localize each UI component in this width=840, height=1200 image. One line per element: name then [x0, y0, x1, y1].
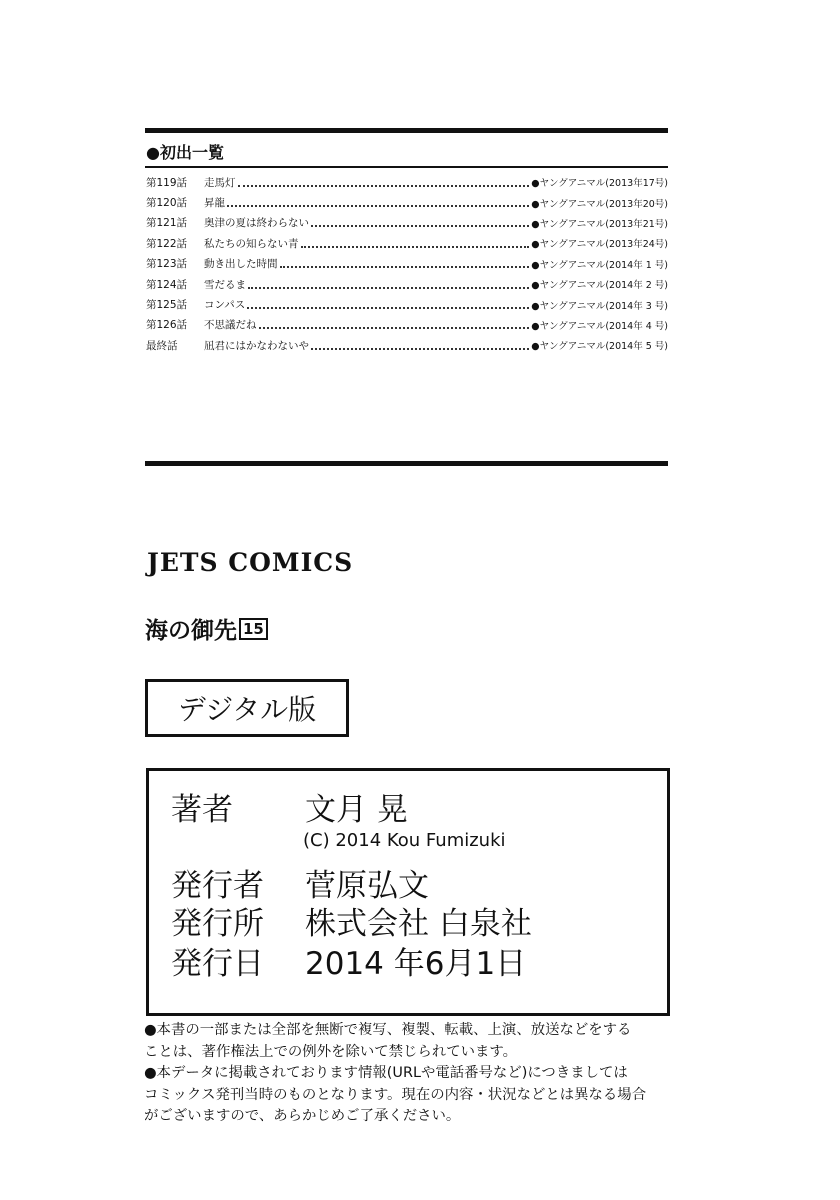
author-label: 著者: [171, 792, 233, 828]
chapter-title: 不思議だね: [204, 319, 257, 332]
author-name: 文月 晃: [305, 792, 408, 828]
edition-box: [145, 679, 349, 737]
publish-date: 2014 年6月1日: [305, 946, 527, 982]
chapter-source: ●ヤングアニマル(2013年24号): [531, 239, 668, 251]
chapter-title: 凪君にはかなわないや: [204, 339, 309, 352]
chapter-title: 奥津の夏は終わらない: [204, 217, 309, 230]
publish-date-label: 発行日: [171, 946, 264, 982]
chapter-number: 第124話: [146, 278, 188, 291]
copyright-line: (C) 2014 Kou Fumizuki: [303, 830, 506, 851]
note-line: ●本書の一部または全部を無断で複写、複製、転載、上演、放送などをする: [144, 1022, 632, 1038]
list-item: [146, 172, 668, 192]
heading-underline: [145, 166, 668, 168]
chapter-number: 第126話: [146, 319, 188, 332]
chapter-source: ●ヤングアニマル(2014年 2 号): [531, 280, 668, 292]
chapter-title: 昇龍: [204, 197, 225, 210]
chapter-title: 走馬灯: [204, 176, 236, 189]
publisher-label: 発行所: [171, 906, 264, 942]
list-item: [146, 335, 668, 355]
list-item: [146, 274, 668, 294]
chapter-number: 第121話: [146, 217, 188, 230]
first-publication-list: [146, 172, 668, 356]
first-publication-heading: ●初出一覧: [146, 143, 224, 162]
book-title-line: [145, 612, 268, 645]
top-divider: [145, 128, 668, 133]
chapter-title: 雪だるま: [204, 278, 246, 291]
dot-leader: [238, 184, 530, 187]
publisher-person-label: 発行者: [171, 868, 264, 904]
dot-leader: [311, 347, 529, 350]
note-line: ●本データに掲載されております情報(URLや電話番号など)につきましては: [144, 1065, 628, 1081]
list-item: [146, 315, 668, 335]
chapter-number: 第123話: [146, 258, 188, 271]
chapter-title: コンパス: [204, 299, 246, 312]
dot-leader: [311, 224, 529, 227]
list-item: [146, 294, 668, 314]
chapter-number: 第120話: [146, 197, 188, 210]
chapter-source: ●ヤングアニマル(2014年 3 号): [531, 300, 668, 312]
volume-badge: 15: [239, 618, 268, 640]
chapter-number: 最終話: [146, 339, 178, 352]
dot-leader: [280, 265, 530, 268]
chapter-title: 私たちの知らない青: [204, 237, 299, 250]
chapter-source: ●ヤングアニマル(2014年 1 号): [531, 259, 668, 271]
bottom-divider: [145, 461, 668, 466]
note-line: ことは、著作権法上での例外を除いて禁じられています。: [144, 1043, 518, 1060]
dot-leader: [248, 286, 529, 289]
dot-leader: [301, 245, 530, 248]
chapter-source: ●ヤングアニマル(2013年21号): [531, 218, 668, 230]
series-label: JETS COMICS: [147, 548, 354, 577]
edition-label: デジタル版: [177, 693, 317, 726]
credits-box: [146, 768, 670, 1016]
list-item: [146, 233, 668, 253]
publisher-person-name: 菅原弘文: [305, 868, 429, 904]
dot-leader: [247, 306, 529, 309]
chapter-number: 第122話: [146, 237, 188, 250]
chapter-source: ●ヤングアニマル(2013年17号): [531, 178, 668, 190]
list-item: [146, 254, 668, 274]
legal-notes: [144, 1020, 684, 1128]
list-item: [146, 213, 668, 233]
list-item: [146, 192, 668, 212]
chapter-title: 動き出した時間: [204, 258, 278, 271]
dot-leader: [259, 326, 530, 329]
note-line: がございますので、あらかじめご了承ください。: [144, 1108, 461, 1124]
book-title: 海の御先: [145, 618, 237, 644]
note-line: コミックス発刊当時のものとなります。現在の内容・状況などとは異なる場合: [144, 1086, 647, 1103]
chapter-source: ●ヤングアニマル(2014年 4 号): [531, 320, 668, 332]
chapter-source: ●ヤングアニマル(2013年20号): [531, 198, 668, 210]
publisher-name: 株式会社 白泉社: [305, 906, 532, 942]
chapter-number: 第125話: [146, 299, 188, 312]
chapter-number: 第119話: [146, 176, 188, 189]
dot-leader: [227, 204, 529, 207]
chapter-source: ●ヤングアニマル(2014年 5 号): [531, 341, 668, 353]
